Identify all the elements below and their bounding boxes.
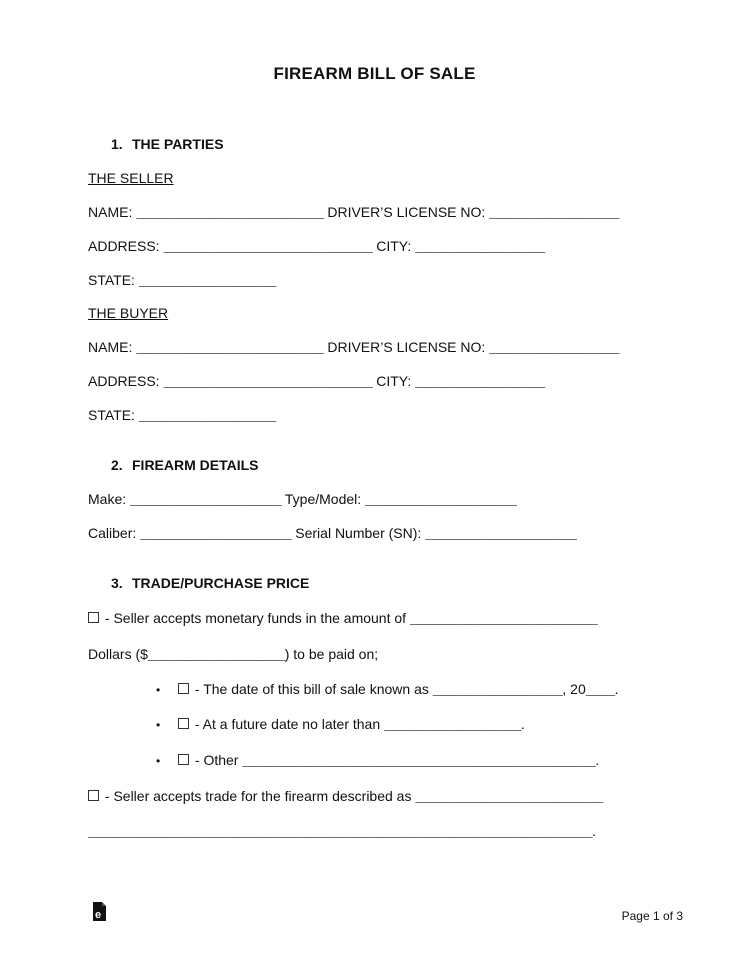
trade-continuation-line: [88, 823, 596, 840]
section-label: TRADE/PURCHASE PRICE: [132, 575, 310, 591]
make-model-line: [88, 491, 516, 508]
payment-option-other: [178, 752, 599, 769]
dollars-suffix: ) to be paid on;: [284, 646, 379, 662]
section-label: FIREARM DETAILS: [132, 457, 259, 473]
name-label: NAME:: [88, 204, 137, 220]
year-field[interactable]: ____: [585, 683, 615, 698]
bullet-glyph: •: [156, 683, 161, 697]
section-number: 3.: [111, 575, 123, 591]
other-text: - Other: [191, 752, 243, 768]
trade-line: [88, 788, 603, 805]
section-label: THE PARTIES: [132, 136, 224, 152]
document-title: FIREARM BILL OF SALE: [273, 64, 476, 83]
caliber-field[interactable]: _____________________: [140, 527, 292, 542]
buyer-address-line: [88, 373, 545, 390]
name-label: NAME:: [88, 339, 137, 355]
make-field[interactable]: _____________________: [130, 493, 282, 508]
state-label: STATE:: [88, 272, 139, 288]
section-heading-trade-purchase-price: [111, 575, 309, 591]
caliber-serial-line: [88, 525, 576, 542]
line-end: .: [520, 716, 525, 732]
seller-address-line: [88, 238, 545, 255]
city-label: CITY:: [372, 238, 416, 254]
section-number: 1.: [111, 136, 123, 152]
other-field[interactable]: _________________________________________________: [242, 754, 596, 769]
bill-date-field[interactable]: __________________: [432, 683, 563, 698]
line-end: .: [592, 823, 596, 839]
dollars-prefix: Dollars ($: [88, 646, 148, 662]
state-label: STATE:: [88, 407, 139, 423]
monetary-funds-text: - Seller accepts monetary funds in the amount of: [101, 610, 410, 626]
serial-number-label: Serial Number (SN):: [291, 525, 426, 541]
seller-state-field[interactable]: ___________________: [138, 274, 276, 289]
line-end: .: [595, 752, 600, 768]
page-indicator: Page 1 of 3: [621, 909, 683, 923]
type-model-field[interactable]: _____________________: [365, 493, 517, 508]
buyer-name-line: [88, 339, 619, 356]
bullet-glyph: •: [156, 754, 161, 768]
section-heading-firearm-details: [111, 457, 259, 473]
license-label: DRIVER’S LICENSE NO:: [323, 339, 490, 355]
seller-heading: THE SELLER: [88, 170, 174, 186]
monetary-amount-field[interactable]: __________________________: [409, 612, 598, 627]
payment-option-bill-date: [178, 681, 618, 698]
seller-license-field[interactable]: __________________: [489, 206, 619, 221]
bill-date-checkbox[interactable]: [178, 683, 189, 694]
address-label: ADDRESS:: [88, 373, 164, 389]
future-date-text: - At a future date no later than: [191, 716, 385, 732]
city-label: CITY:: [372, 373, 416, 389]
section-number: 2.: [111, 457, 123, 473]
dollars-line: [88, 646, 378, 663]
seller-name-field[interactable]: __________________________: [136, 206, 324, 221]
trade-description-field[interactable]: __________________________: [415, 790, 603, 805]
trade-checkbox[interactable]: [88, 790, 99, 801]
seller-name-line: [88, 204, 619, 221]
section-heading-parties: [111, 136, 224, 152]
make-label: Make:: [88, 491, 131, 507]
year-prefix: , 20: [562, 681, 586, 697]
payment-option-future-date: [178, 716, 525, 733]
trade-continuation-field[interactable]: ______________________________________________________________________: [88, 825, 593, 840]
other-checkbox[interactable]: [178, 754, 189, 765]
dollars-field[interactable]: ___________________: [147, 648, 285, 663]
buyer-state-field[interactable]: ___________________: [138, 409, 276, 424]
trade-text: - Seller accepts trade for the firearm described as: [101, 788, 416, 804]
seller-city-field[interactable]: __________________: [415, 240, 545, 255]
bill-date-text: - The date of this bill of sale known as: [191, 681, 433, 697]
buyer-city-field[interactable]: __________________: [415, 375, 545, 390]
seller-address-field[interactable]: _____________________________: [163, 240, 373, 255]
buyer-state-line: [88, 407, 276, 424]
monetary-funds-line: [88, 610, 597, 627]
serial-number-field[interactable]: _____________________: [425, 527, 577, 542]
license-label: DRIVER’S LICENSE NO:: [323, 204, 490, 220]
buyer-address-field[interactable]: _____________________________: [163, 375, 373, 390]
buyer-name-field[interactable]: __________________________: [136, 341, 324, 356]
type-model-label: Type/Model:: [281, 491, 366, 507]
bullet-glyph: •: [156, 718, 161, 732]
future-date-field[interactable]: ___________________: [384, 718, 521, 733]
line-end: .: [614, 681, 619, 697]
future-date-checkbox[interactable]: [178, 718, 189, 729]
monetary-funds-checkbox[interactable]: [88, 612, 99, 623]
eforms-logo-icon: [90, 901, 108, 923]
buyer-license-field[interactable]: __________________: [489, 341, 619, 356]
svg-text:e: e: [95, 909, 102, 921]
caliber-label: Caliber:: [88, 525, 141, 541]
buyer-heading: THE BUYER: [88, 305, 169, 321]
seller-state-line: [88, 272, 276, 289]
address-label: ADDRESS:: [88, 238, 164, 254]
